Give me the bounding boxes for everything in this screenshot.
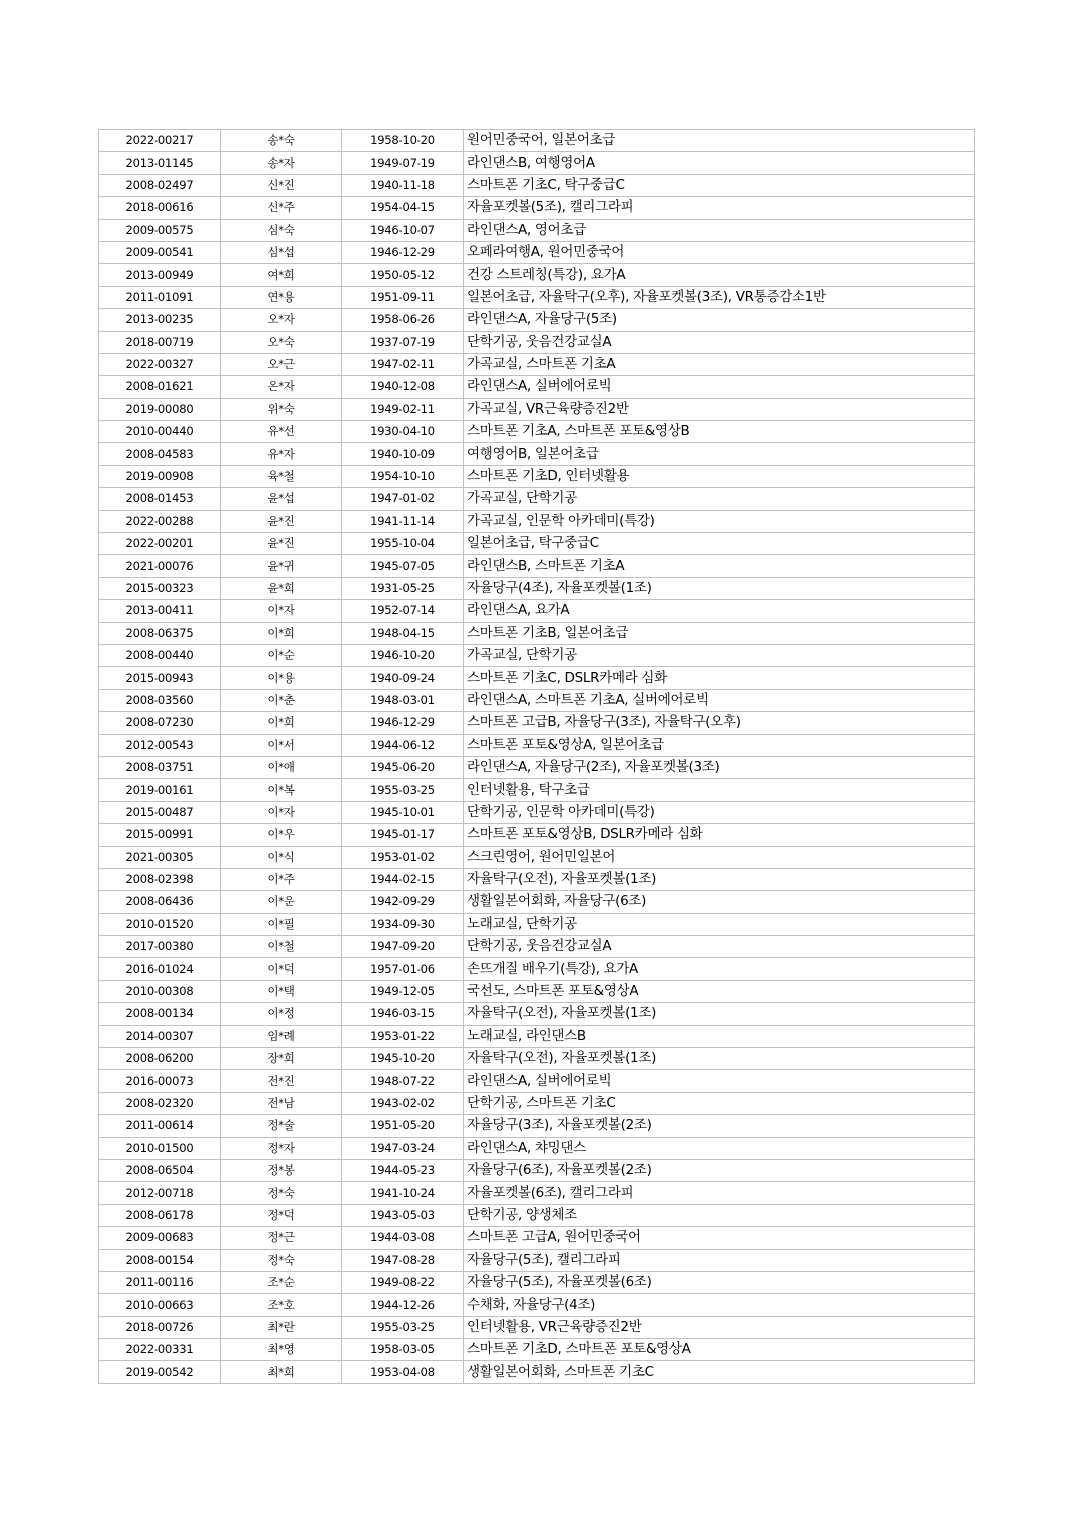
birth-date-cell: 1944-02-15 (342, 868, 464, 890)
courses-cell: 가곡교실, 단학기공 (464, 644, 975, 666)
member-id-cell: 2010-01520 (99, 913, 221, 935)
table-row (99, 980, 975, 1002)
member-id-cell: 2018-00719 (99, 331, 221, 353)
courses-cell: 스마트폰 기초D, 인터넷활용 (464, 465, 975, 487)
courses-cell: 라인댄스A, 스마트폰 기초A, 실버에어로빅 (464, 689, 975, 711)
birth-date-cell: 1946-10-20 (342, 644, 464, 666)
member-id-cell: 2008-00440 (99, 644, 221, 666)
member-id-cell: 2008-01453 (99, 488, 221, 510)
member-id-cell: 2013-01145 (99, 152, 221, 174)
member-name-cell: 이*자 (221, 801, 342, 823)
birth-date-cell: 1951-05-20 (342, 1115, 464, 1137)
table-row (99, 241, 975, 263)
table-row (99, 913, 975, 935)
member-id-cell: 2010-01500 (99, 1137, 221, 1159)
member-id-cell: 2018-00616 (99, 197, 221, 219)
member-name-cell: 이*식 (221, 846, 342, 868)
birth-date-cell: 1940-10-09 (342, 443, 464, 465)
courses-cell: 손뜨개질 배우기(특강), 요가A (464, 958, 975, 980)
birth-date-cell: 1958-03-05 (342, 1339, 464, 1361)
table-row (99, 958, 975, 980)
member-name-cell: 이*택 (221, 980, 342, 1002)
table-row (99, 1249, 975, 1271)
table-row (99, 510, 975, 532)
table-row (99, 376, 975, 398)
member-id-cell: 2022-00288 (99, 510, 221, 532)
member-id-cell: 2008-06375 (99, 622, 221, 644)
courses-cell: 국선도, 스마트폰 포토&영상A (464, 980, 975, 1002)
birth-date-cell: 1943-02-02 (342, 1092, 464, 1114)
member-id-cell: 2015-00991 (99, 824, 221, 846)
member-id-cell: 2009-00541 (99, 241, 221, 263)
member-name-cell: 이*우 (221, 824, 342, 846)
courses-cell: 스마트폰 포토&영상B, DSLR카메라 심화 (464, 824, 975, 846)
table-row (99, 465, 975, 487)
member-name-cell: 유*자 (221, 443, 342, 465)
courses-cell: 가곡교실, 스마트폰 기초A (464, 353, 975, 375)
member-name-cell: 이*애 (221, 756, 342, 778)
member-id-cell: 2008-06200 (99, 1048, 221, 1070)
birth-date-cell: 1948-03-01 (342, 689, 464, 711)
birth-date-cell: 1943-05-03 (342, 1204, 464, 1226)
birth-date-cell: 1949-08-22 (342, 1271, 464, 1293)
member-name-cell: 최*영 (221, 1339, 342, 1361)
birth-date-cell: 1942-09-29 (342, 891, 464, 913)
member-name-cell: 정*근 (221, 1227, 342, 1249)
birth-date-cell: 1953-01-02 (342, 846, 464, 868)
table-row (99, 398, 975, 420)
table-row (99, 1316, 975, 1338)
member-name-cell: 장*희 (221, 1048, 342, 1070)
member-name-cell: 윤*섭 (221, 488, 342, 510)
member-id-cell: 2011-00614 (99, 1115, 221, 1137)
courses-cell: 라인댄스A, 실버에어로빅 (464, 1070, 975, 1092)
table-row (99, 533, 975, 555)
member-name-cell: 송*자 (221, 152, 342, 174)
member-id-cell: 2013-00235 (99, 309, 221, 331)
table-row (99, 577, 975, 599)
table-row (99, 309, 975, 331)
courses-cell: 라인댄스A, 요가A (464, 600, 975, 622)
courses-cell: 자율당구(5조), 자율포켓볼(6조) (464, 1271, 975, 1293)
birth-date-cell: 1952-07-14 (342, 600, 464, 622)
table-row (99, 779, 975, 801)
table-row (99, 197, 975, 219)
birth-date-cell: 1947-03-24 (342, 1137, 464, 1159)
member-id-cell: 2008-02320 (99, 1092, 221, 1114)
member-name-cell: 이*덕 (221, 958, 342, 980)
member-id-cell: 2019-00542 (99, 1361, 221, 1383)
member-name-cell: 이*순 (221, 644, 342, 666)
courses-cell: 단학기공, 인문학 아카데미(특강) (464, 801, 975, 823)
table-row (99, 130, 975, 152)
member-id-cell: 2010-00440 (99, 421, 221, 443)
birth-date-cell: 1954-10-10 (342, 465, 464, 487)
table-row (99, 353, 975, 375)
member-name-cell: 최*희 (221, 1361, 342, 1383)
courses-cell: 가곡교실, VR근육량증진2반 (464, 398, 975, 420)
table-row (99, 152, 975, 174)
member-id-cell: 2019-00161 (99, 779, 221, 801)
birth-date-cell: 1958-10-20 (342, 130, 464, 152)
member-name-cell: 조*순 (221, 1271, 342, 1293)
courses-cell: 스마트폰 고급B, 자율당구(3조), 자율탁구(오후) (464, 712, 975, 734)
table-row (99, 219, 975, 241)
courses-cell: 스마트폰 기초C, DSLR카메라 심화 (464, 667, 975, 689)
table-row (99, 712, 975, 734)
courses-cell: 인터넷활용, 탁구초급 (464, 779, 975, 801)
table-row (99, 1339, 975, 1361)
member-id-cell: 2008-07230 (99, 712, 221, 734)
birth-date-cell: 1940-09-24 (342, 667, 464, 689)
birth-date-cell: 1937-07-19 (342, 331, 464, 353)
courses-cell: 노래교실, 라인댄스B (464, 1025, 975, 1047)
member-id-cell: 2008-06504 (99, 1159, 221, 1181)
member-id-cell: 2019-00080 (99, 398, 221, 420)
courses-cell: 여행영어B, 일본어초급 (464, 443, 975, 465)
courses-cell: 라인댄스B, 여행영어A (464, 152, 975, 174)
courses-cell: 단학기공, 웃음건강교실A (464, 936, 975, 958)
birth-date-cell: 1958-06-26 (342, 309, 464, 331)
birth-date-cell: 1945-10-01 (342, 801, 464, 823)
member-name-cell: 이*춘 (221, 689, 342, 711)
birth-date-cell: 1940-11-18 (342, 174, 464, 196)
member-id-cell: 2021-00076 (99, 555, 221, 577)
member-id-cell: 2009-00575 (99, 219, 221, 241)
courses-cell: 원어민중국어, 일본어초급 (464, 130, 975, 152)
table-row (99, 1159, 975, 1181)
birth-date-cell: 1949-12-05 (342, 980, 464, 1002)
table-row (99, 331, 975, 353)
member-id-cell: 2011-00116 (99, 1271, 221, 1293)
member-id-cell: 2015-00323 (99, 577, 221, 599)
table-row (99, 1227, 975, 1249)
courses-cell: 단학기공, 웃음건강교실A (464, 331, 975, 353)
birth-date-cell: 1953-04-08 (342, 1361, 464, 1383)
courses-cell: 자율당구(5조), 캘리그라피 (464, 1249, 975, 1271)
member-id-cell: 2008-00134 (99, 1003, 221, 1025)
member-id-cell: 2008-03560 (99, 689, 221, 711)
courses-cell: 가곡교실, 단학기공 (464, 488, 975, 510)
birth-date-cell: 1950-05-12 (342, 264, 464, 286)
courses-cell: 수채화, 자율당구(4조) (464, 1294, 975, 1316)
member-id-cell: 2008-06436 (99, 891, 221, 913)
member-name-cell: 이*필 (221, 913, 342, 935)
birth-date-cell: 1944-06-12 (342, 734, 464, 756)
birth-date-cell: 1945-07-05 (342, 555, 464, 577)
member-id-cell: 2022-00331 (99, 1339, 221, 1361)
member-id-cell: 2010-00663 (99, 1294, 221, 1316)
table-row (99, 1115, 975, 1137)
table-row (99, 644, 975, 666)
member-name-cell: 윤*귀 (221, 555, 342, 577)
courses-cell: 스크린영어, 원어민일본어 (464, 846, 975, 868)
member-name-cell: 온*자 (221, 376, 342, 398)
table-row (99, 286, 975, 308)
courses-cell: 라인댄스B, 스마트폰 기초A (464, 555, 975, 577)
member-id-cell: 2022-00201 (99, 533, 221, 555)
birth-date-cell: 1946-03-15 (342, 1003, 464, 1025)
table-row (99, 443, 975, 465)
birth-date-cell: 1954-04-15 (342, 197, 464, 219)
courses-cell: 단학기공, 양생체조 (464, 1204, 975, 1226)
member-name-cell: 이*복 (221, 779, 342, 801)
table-row (99, 600, 975, 622)
member-name-cell: 심*섭 (221, 241, 342, 263)
member-name-cell: 연*용 (221, 286, 342, 308)
member-name-cell: 이*주 (221, 868, 342, 890)
birth-date-cell: 1948-07-22 (342, 1070, 464, 1092)
member-name-cell: 윤*희 (221, 577, 342, 599)
birth-date-cell: 1934-09-30 (342, 913, 464, 935)
table-row (99, 1182, 975, 1204)
table-row (99, 1137, 975, 1159)
birth-date-cell: 1948-04-15 (342, 622, 464, 644)
table-body (99, 130, 975, 1384)
table-row (99, 1092, 975, 1114)
member-name-cell: 신*주 (221, 197, 342, 219)
courses-cell: 생활일본어회화, 스마트폰 기초C (464, 1361, 975, 1383)
member-id-cell: 2018-00726 (99, 1316, 221, 1338)
member-name-cell: 이*정 (221, 1003, 342, 1025)
birth-date-cell: 1930-04-10 (342, 421, 464, 443)
member-name-cell: 윤*진 (221, 510, 342, 532)
member-id-cell: 2009-00683 (99, 1227, 221, 1249)
member-name-cell: 여*희 (221, 264, 342, 286)
member-id-cell: 2008-06178 (99, 1204, 221, 1226)
member-name-cell: 최*란 (221, 1316, 342, 1338)
birth-date-cell: 1951-09-11 (342, 286, 464, 308)
member-id-cell: 2019-00908 (99, 465, 221, 487)
member-name-cell: 위*숙 (221, 398, 342, 420)
member-name-cell: 이*용 (221, 667, 342, 689)
table-row (99, 801, 975, 823)
member-id-cell: 2014-00307 (99, 1025, 221, 1047)
member-id-cell: 2008-03751 (99, 756, 221, 778)
courses-cell: 생활일본어회화, 자율당구(6조) (464, 891, 975, 913)
table-row (99, 264, 975, 286)
member-name-cell: 이*희 (221, 712, 342, 734)
birth-date-cell: 1945-01-17 (342, 824, 464, 846)
table-row (99, 689, 975, 711)
birth-date-cell: 1949-02-11 (342, 398, 464, 420)
birth-date-cell: 1955-03-25 (342, 779, 464, 801)
member-name-cell: 임*례 (221, 1025, 342, 1047)
table-row (99, 1361, 975, 1383)
courses-cell: 자율당구(6조), 자율포켓볼(2조) (464, 1159, 975, 1181)
table-row (99, 488, 975, 510)
member-name-cell: 이*서 (221, 734, 342, 756)
table-row (99, 891, 975, 913)
member-id-cell: 2010-00308 (99, 980, 221, 1002)
courses-cell: 라인댄스A, 자율당구(2조), 자율포켓볼(3조) (464, 756, 975, 778)
table-row (99, 846, 975, 868)
birth-date-cell: 1944-05-23 (342, 1159, 464, 1181)
courses-cell: 라인댄스A, 영어초급 (464, 219, 975, 241)
table-row (99, 1048, 975, 1070)
member-id-cell: 2017-00380 (99, 936, 221, 958)
birth-date-cell: 1946-12-29 (342, 241, 464, 263)
courses-cell: 가곡교실, 인문학 아카데미(특강) (464, 510, 975, 532)
member-name-cell: 정*술 (221, 1115, 342, 1137)
member-name-cell: 정*숙 (221, 1249, 342, 1271)
member-id-cell: 2022-00327 (99, 353, 221, 375)
table-row (99, 936, 975, 958)
birth-date-cell: 1931-05-25 (342, 577, 464, 599)
courses-cell: 건강 스트레칭(특강), 요가A (464, 264, 975, 286)
courses-cell: 스마트폰 기초D, 스마트폰 포토&영상A (464, 1339, 975, 1361)
courses-cell: 라인댄스A, 실버에어로빅 (464, 376, 975, 398)
courses-cell: 노래교실, 단학기공 (464, 913, 975, 935)
member-name-cell: 유*선 (221, 421, 342, 443)
birth-date-cell: 1940-12-08 (342, 376, 464, 398)
table-row (99, 667, 975, 689)
table-row (99, 756, 975, 778)
table-row (99, 174, 975, 196)
member-id-cell: 2008-04583 (99, 443, 221, 465)
member-name-cell: 이*희 (221, 622, 342, 644)
table-row (99, 622, 975, 644)
member-name-cell: 정*덕 (221, 1204, 342, 1226)
birth-date-cell: 1953-01-22 (342, 1025, 464, 1047)
courses-cell: 라인댄스A, 챠밍댄스 (464, 1137, 975, 1159)
courses-cell: 스마트폰 기초B, 일본어초급 (464, 622, 975, 644)
birth-date-cell: 1944-03-08 (342, 1227, 464, 1249)
birth-date-cell: 1947-02-11 (342, 353, 464, 375)
member-id-cell: 2011-01091 (99, 286, 221, 308)
member-name-cell: 심*숙 (221, 219, 342, 241)
birth-date-cell: 1957-01-06 (342, 958, 464, 980)
member-id-cell: 2016-01024 (99, 958, 221, 980)
birth-date-cell: 1944-12-26 (342, 1294, 464, 1316)
birth-date-cell: 1947-08-28 (342, 1249, 464, 1271)
table-row (99, 1271, 975, 1293)
table-row (99, 868, 975, 890)
member-name-cell: 오*숙 (221, 331, 342, 353)
birth-date-cell: 1941-10-24 (342, 1182, 464, 1204)
member-id-cell: 2021-00305 (99, 846, 221, 868)
member-name-cell: 송*숙 (221, 130, 342, 152)
member-name-cell: 정*숙 (221, 1182, 342, 1204)
birth-date-cell: 1949-07-19 (342, 152, 464, 174)
birth-date-cell: 1955-03-25 (342, 1316, 464, 1338)
member-name-cell: 전*진 (221, 1070, 342, 1092)
member-id-cell: 2016-00073 (99, 1070, 221, 1092)
member-name-cell: 윤*진 (221, 533, 342, 555)
birth-date-cell: 1945-10-20 (342, 1048, 464, 1070)
table-row (99, 1025, 975, 1047)
birth-date-cell: 1945-06-20 (342, 756, 464, 778)
member-name-cell: 조*호 (221, 1294, 342, 1316)
courses-cell: 스마트폰 기초A, 스마트폰 포토&영상B (464, 421, 975, 443)
member-id-cell: 2012-00718 (99, 1182, 221, 1204)
member-id-cell: 2008-01621 (99, 376, 221, 398)
table-row (99, 1204, 975, 1226)
table-row (99, 734, 975, 756)
member-name-cell: 신*진 (221, 174, 342, 196)
member-name-cell: 전*남 (221, 1092, 342, 1114)
birth-date-cell: 1946-10-07 (342, 219, 464, 241)
courses-cell: 오페라여행A, 원어민중국어 (464, 241, 975, 263)
table-row (99, 1003, 975, 1025)
courses-cell: 자율탁구(오전), 자율포켓볼(1조) (464, 1003, 975, 1025)
table-row (99, 824, 975, 846)
member-id-cell: 2013-00949 (99, 264, 221, 286)
member-name-cell: 육*철 (221, 465, 342, 487)
member-name-cell: 오*근 (221, 353, 342, 375)
member-id-cell: 2022-00217 (99, 130, 221, 152)
member-name-cell: 이*운 (221, 891, 342, 913)
birth-date-cell: 1946-12-29 (342, 712, 464, 734)
member-name-cell: 정*자 (221, 1137, 342, 1159)
courses-cell: 자율포켓볼(5조), 캘리그라피 (464, 197, 975, 219)
table-row (99, 555, 975, 577)
courses-cell: 일본어초급, 자율탁구(오후), 자율포켓볼(3조), VR통증감소1반 (464, 286, 975, 308)
member-id-cell: 2015-00943 (99, 667, 221, 689)
member-name-cell: 이*철 (221, 936, 342, 958)
courses-cell: 스마트폰 고급A, 원어민중국어 (464, 1227, 975, 1249)
courses-cell: 자율당구(4조), 자율포켓볼(1조) (464, 577, 975, 599)
courses-cell: 라인댄스A, 자율당구(5조) (464, 309, 975, 331)
member-id-cell: 2008-00154 (99, 1249, 221, 1271)
member-id-cell: 2012-00543 (99, 734, 221, 756)
courses-cell: 자율탁구(오전), 자율포켓볼(1조) (464, 1048, 975, 1070)
courses-cell: 일본어초급, 탁구중급C (464, 533, 975, 555)
table-row (99, 1294, 975, 1316)
courses-cell: 인터넷활용, VR근육량증진2반 (464, 1316, 975, 1338)
member-name-cell: 정*봉 (221, 1159, 342, 1181)
table-row (99, 421, 975, 443)
member-id-cell: 2008-02398 (99, 868, 221, 890)
table-row (99, 1070, 975, 1092)
member-course-table (98, 129, 975, 1384)
courses-cell: 단학기공, 스마트폰 기초C (464, 1092, 975, 1114)
birth-date-cell: 1947-09-20 (342, 936, 464, 958)
courses-cell: 자율탁구(오전), 자율포켓볼(1조) (464, 868, 975, 890)
courses-cell: 자율포켓볼(6조), 캘리그라피 (464, 1182, 975, 1204)
courses-cell: 스마트폰 포토&영상A, 일본어초급 (464, 734, 975, 756)
member-name-cell: 이*자 (221, 600, 342, 622)
birth-date-cell: 1955-10-04 (342, 533, 464, 555)
member-id-cell: 2013-00411 (99, 600, 221, 622)
courses-cell: 스마트폰 기초C, 탁구중급C (464, 174, 975, 196)
birth-date-cell: 1941-11-14 (342, 510, 464, 532)
member-id-cell: 2008-02497 (99, 174, 221, 196)
courses-cell: 자율당구(3조), 자율포켓볼(2조) (464, 1115, 975, 1137)
birth-date-cell: 1947-01-02 (342, 488, 464, 510)
member-id-cell: 2015-00487 (99, 801, 221, 823)
member-name-cell: 오*자 (221, 309, 342, 331)
